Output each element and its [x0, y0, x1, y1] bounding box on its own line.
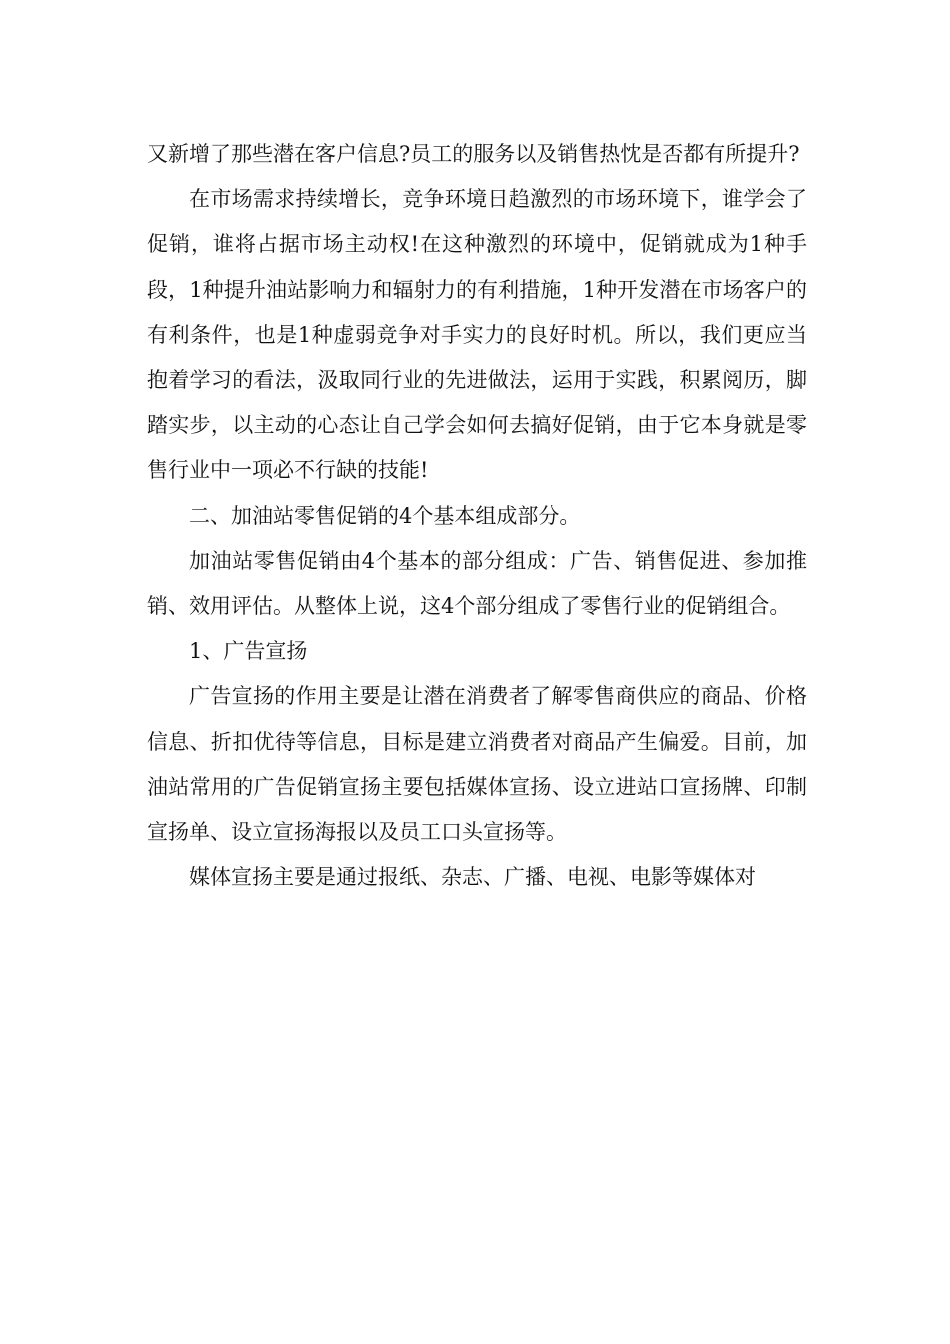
paragraph-four-components: 加油站零售促销由4个基本的部分组成：广告、销售促进、参加推销、效用评估。从整体上说，这4个部分组成了零售行业的促销组合。	[147, 548, 807, 619]
subsection-heading-advertising: 1、广告宣扬	[189, 639, 308, 664]
paragraph-continuation: 又新增了那些潜在客户信息?员工的服务以及销售热忱是否都有所提升?	[147, 142, 800, 166]
document-body	[147, 132, 807, 900]
section-heading-two: 二、加油站零售促销的4个基本组成部分。	[189, 503, 581, 528]
paragraph-promotion-importance: 在市场需求持续增长，竞争环境日趋激烈的市场环境下，谁学会了促销，谁将占据市场主动权!在这种激烈的环境中，促销就成为1种手段，1种提升油站影响力和辐射力的有利措施，1种开发潜在市场客户的有利条件，也是1种虚弱竞争对手实力的良好时机。所以，我们更应当抱着学习的看法，汲取同行业的先进做法，运用于实践，积累阅历，脚踏实步，以主动的心态让自己学会如何去搞好促销，由于它本身就是零售行业中一项必不行缺的技能!	[147, 187, 807, 483]
paragraph-media-promotion: 媒体宣扬主要是通过报纸、杂志、广播、电视、电影等媒体对	[189, 865, 756, 890]
paragraph-advertising-role: 广告宣扬的作用主要是让潜在消费者了解零售商供应的商品、价格信息、折扣优待等信息，目标是建立消费者对商品产生偏爱。目前，加油站常用的广告促销宣扬主要包括媒体宣扬、设立进站口宣扬牌、印制宣扬单、设立宣扬海报以及员工口头宣扬等。	[147, 684, 807, 845]
